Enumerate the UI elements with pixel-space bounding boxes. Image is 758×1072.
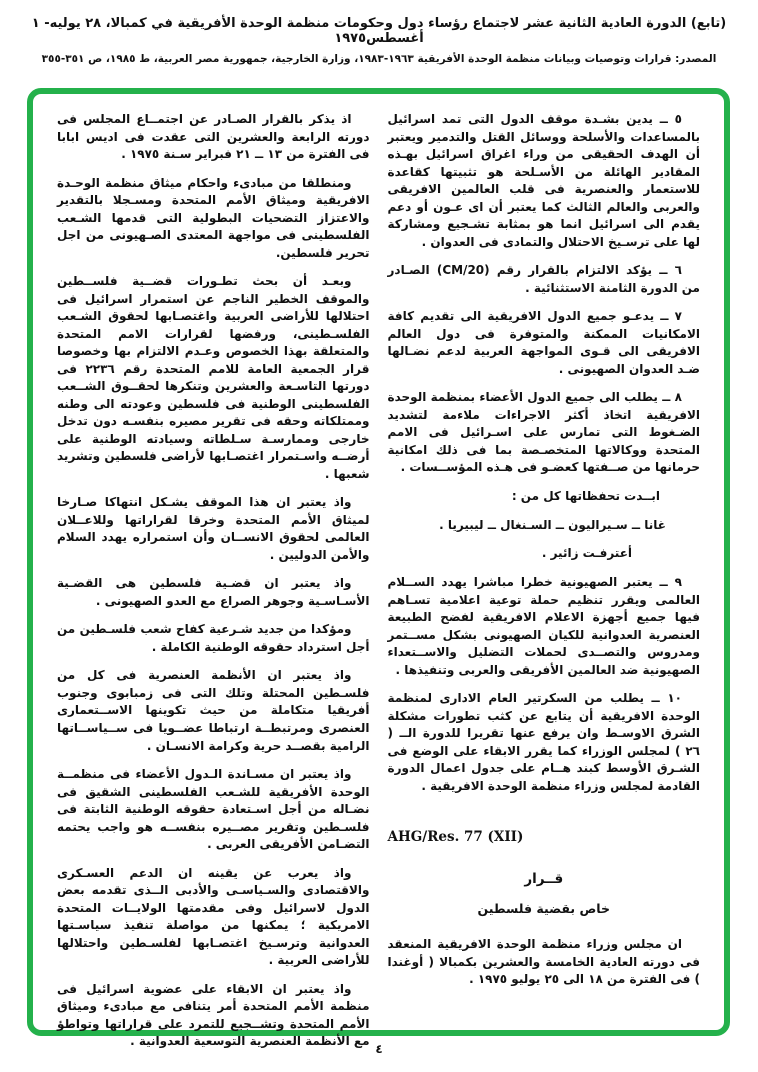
recognition-line: أعترفـت زائير .	[541, 546, 632, 561]
preamble-paragraph: اذ يذكر بالقرار الصـادر عن اجتمــاع المجلس فى دورته الرابعة والعشرين التى عقدت فى اديس ابابا فى الفترة من ١٣ ــ ٢١ فبراير سـنة ١٩٧٥ .	[57, 112, 370, 162]
paragraph-7: ٧ ــ يدعـو جميع الدول الافريقية الى تقديم كافة الامكانيات الممكنة والمتوفرة فى دول العالم الافريقى الى قـوى المواجهة العربية لدعم نضـالها ضـد العدوان الصهيونى .	[387, 309, 700, 376]
document-frame	[27, 88, 730, 1049]
preamble-paragraph: واذ يعتبر ان هذا الموقف يشـكل انتهاكا صـارخا لميثاق الأمم المتحدة وخرقا لقراراتها وللاعــلان العالمى لحقوق الانســان وأن استمراره يهدد السلام والأمن الدوليين .	[57, 495, 370, 562]
resolution-title: قــرار	[524, 871, 564, 888]
paragraph-9: ٩ ــ يعتبر الصهيونية خطرا مباشرا يهدد الســلام العالمى ويقرر تنظيم حملة توعية اعلامية تسـاهم فيها جميع أجهزة الاعلام الافريقية لفضح الطبيعة العنصرية العدوانية للكيان الصهيونى بشكل مســتمر ومدروس والتصــدى لحملات التضليل والاســتعداء الصهيونية ضد العالمين الأفريقى والعربى وتنفيذها .	[387, 575, 700, 677]
preamble-paragraph: واذ يعتبر ان الأنظمة العنصرية فى كل من فلسـطين المحتلة وتلك التى فى زمبابوى وجنوب أفريقيا متكاملة من حيث تكوينها الاســتعمارى العنصرى ومرتبطــة ارتباطا عضــويا فى ســياســاتها الرامية بقصــد حرية وكرامة الانسـان .	[57, 668, 370, 753]
paragraph-10: ١٠ ــ يطلب من السكرتير العام الادارى لمنظمة الوحدة الافريقية أن يتابع عن كثب تطورات مشكلة الشرق الاوسـط وان يرفع عنها تقريرا للدورة الــ ( ٢٦ ) لمجلس الوزراء كما يقرر الابقاء على الوضع فى الشـرق الأوسط كبند هــام على جدول اعمال الدورة القادمة لمجلس وزراء منظمة الوحدة الافريقية .	[387, 691, 700, 793]
reservations-intro: ابــدت تحفظاتها كل من :	[511, 488, 660, 503]
column-right	[388, 111, 701, 1020]
preamble-paragraph: وبعـد أن بحث تطـورات قضــية فلســطين والموقف الخطير الناجم عن استمرار اسرائيل فى احتلالها للأراضى العربية واغتصـابها لحقوق الشـعب الفلسـطينى، ورفضها لقرارات الامم المتحدة والمتعلقة بهذا الخصوص وعـدم الالتزام بها وخصوصا قرار الجمعية العامة للامم المتحدة رقم ٢٢٣٦ فى دورتها التاسـعة والعشرين وتنكرها لحقــوق الشــعب الفلسطينى الوطنية فى فلسطين وعودته الى وطنه وممتلكاته وحقه فى تقرير مصيره بنفسـه دون تدخل خارجى وممارسـة سـلطاته وسيادته الوطنية على أرضــه واسـتمرار اغتصـابها لأراضى فلسطين وتشريد شعبها .	[57, 274, 370, 481]
paragraph-5: ٥ ــ يدين بشـدة موقف الدول التى تمد اسرائيل بالمساعدات والأسلحة ووسائل القتل والتدمير ويعتبر أن الهدف الحقيقى من وراء اغراق اسرائيل بهـذه المقادير الهائلة من الأسـلحة هو تثبيتها كقاعدة للاستعمار والعنصرية فى قلب العالمين الافريقى والعربى والعالم الثالث كما يعتبر أن اى عـون أو دعم يقدم الى اسرائيل انما هو بمثابة تشـجيع ومشاركة لها على ترسـيخ الاحتلال والتمادى فى العدوان .	[387, 112, 700, 249]
reservations-list: غانا ــ سـيراليون ــ السـنغال ــ ليبيريا .	[439, 517, 666, 532]
resolution-reference: AHG/Res. 77 (XII)	[387, 829, 524, 846]
preamble-paragraph: واذ يعتبر ان مسـاندة الـدول الأعضاء فى منظمــة الوحدة الأفريقية للشـعب الفلسطينى الشقيق فى نضـاله من أجل اسـتعادة حقوقه الوطنية الثابتة فى فلسـطين وتقرير مصــيره بنفســه هو واجب يحتمه التضـامن الأفريقى العربى .	[57, 767, 370, 852]
preamble-paragraph: ومنطلقا من مبادىء واحكام ميثاق منظمة الوحـدة الافريقية وميثاق الأمم المتحدة ومسـجلا بالتقدير والاعتزاز التضحيات البطولية التى قدمها الشـعب الفلسطينى فى مواجهة المعتدى الصـهيونى من اجل تحرير فلسطين.	[57, 175, 370, 260]
preamble-paragraph: واذ يعرب عن يقينه ان الدعم العسـكرى والاقتصادى والسـياسـى والأدبى الــذى تقدمه بعض الدول لاسرائيل وفى مقدمتها الولايــات المتحدة الامريكية ؛ يمكنها من مواصلة تنفيذ سياسـتها العدوانية وترسـيخ اغتصـابها لفلسـطين واحتلالها للأراضى العربية .	[57, 865, 370, 968]
header-source: المصدر: قرارات وتوصيات وبيانات منظمة الوحدة الأفريقية ١٩٦٣-١٩٨٣، وزارة الخارجية، جمهورية مصر العربية، ط ١٩٨٥، ص ٣٥١-٣٥٥	[41, 53, 717, 65]
two-column-layout	[33, 94, 724, 1049]
paragraph-6: ٦ ــ يؤكد الالتزام بالقرار رقم (CM/20) الصـادر من الدورة الثامنة الاستثنائية .	[387, 263, 700, 295]
page-header	[0, 16, 758, 65]
preamble-paragraph: ومؤكدا من جديد شـرعية كفاح شعب فلسـطين من أجل استرداد حقوقه الوطنية الكاملة .	[57, 622, 370, 654]
header-title: (تابع) الدورة العادية الثانية عشر لاجتماع رؤساء دول وحكومات منظمة الوحدة الأفريقية في كمبالا، ٢٨ يوليه- ١ أغسطس١٩٧٥	[31, 16, 727, 46]
page-number: ٤	[375, 1042, 383, 1056]
resolution-opening: ان مجلس وزراء منظمة الوحدة الافريقية المنعقد فى دورته العادية الخامسة والعشرين بكمبالا ( أوغندا ) فى الفترة من ١٨ الى ٢٥ يوليو ١٩٧٥ .	[387, 937, 700, 987]
column-left	[57, 111, 370, 1049]
preamble-paragraph: واذ يعتبر ان قضـية فلسطين هى القضـية الأسـاسـية وجوهر الصراع مع العدو الصهيونى .	[57, 576, 370, 608]
resolution-subtitle: خاص بقضية فلسطين	[477, 901, 610, 917]
paragraph-8: ٨ ــ يطلب الى جميع الدول الأعضاء بمنظمة الوحدة الافريقية اتخاذ أكثر الاجراءات ملاءمة لتشديد الضـغوط التى تمارس على اسـرائيل فى الامم المتحدة ووكالاتها المتخصـصة بما فى ذلك امكانية حرمانها من صــفتها كعضـو فى هـذه المؤســسات .	[387, 390, 700, 475]
preamble-paragraph: واذ يعتبر ان الابقاء على عضوية اسرائيل فى منظمة الأمم المتحدة أمر يتنافى مع مبادىء وميثاق الأمم المتحدة وتشــجيع للتمرد على قراراتها وتواطؤ مع الأنظمة العنصرية التوسعية العدوانية .	[57, 981, 370, 1049]
